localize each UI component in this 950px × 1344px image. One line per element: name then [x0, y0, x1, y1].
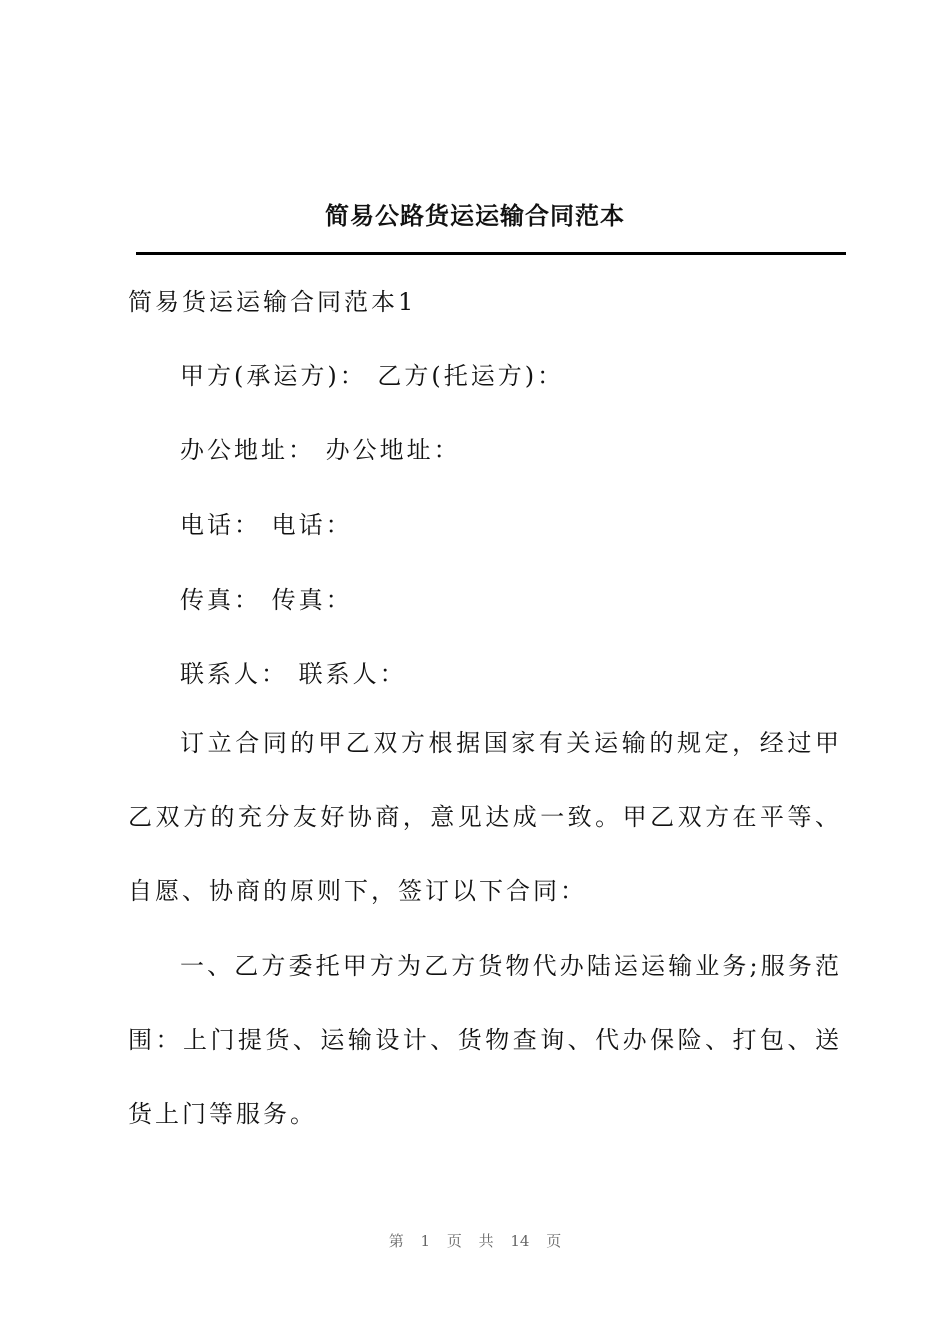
page-footer: 第 1 页 共 14 页 — [388, 1232, 562, 1250]
address-line: 办公地址： 办公地址： — [180, 436, 461, 464]
clause-one-paragraph: 一、乙方委托甲方为乙方货物代办陆运运输业务;服务范围：上门提货、运输设计、货物查询、代办保险、打包、送货上门等服务。 — [128, 952, 842, 1128]
fax-line: 传真： 传真： — [180, 586, 353, 614]
intro-paragraph: 订立合同的甲乙双方根据国家有关运输的规定，经过甲乙双方的充分友好协商，意见达成一致。甲乙双方在平等、自愿、协商的原则下，签订以下合同： — [128, 729, 842, 905]
contact-line: 联系人： 联系人： — [180, 660, 407, 688]
title-divider — [136, 252, 846, 255]
party-line: 甲方(承运方)： 乙方(托运方)： — [180, 362, 565, 390]
section-heading: 简易货运运输合同范本1 — [128, 288, 417, 316]
document-title: 简易公路货运运输合同范本 — [325, 202, 625, 230]
phone-line: 电话： 电话： — [180, 511, 353, 539]
